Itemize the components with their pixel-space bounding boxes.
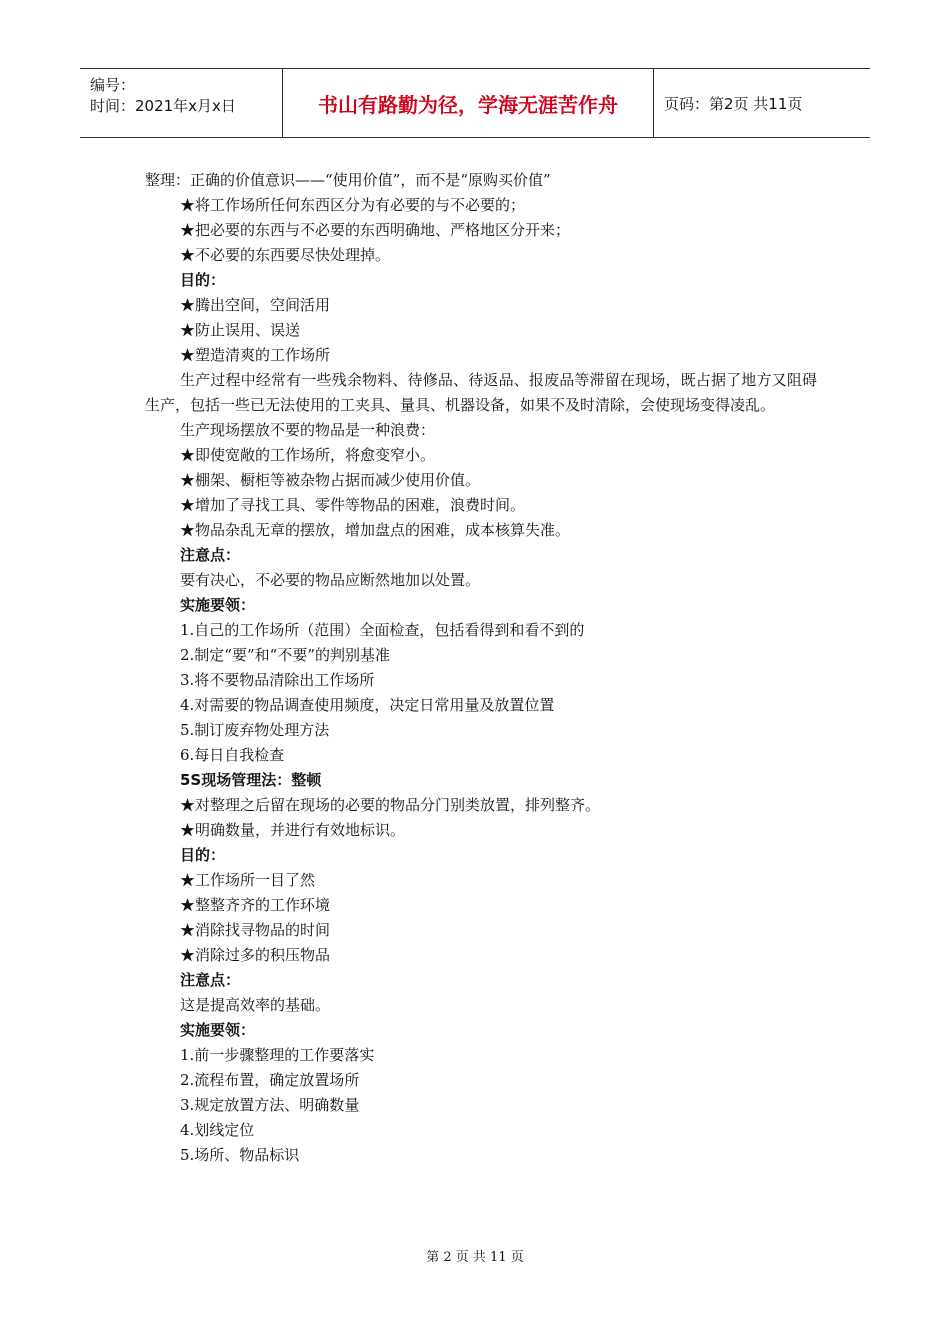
numbered-item: 3.规定放置方法、明确数量: [180, 1096, 360, 1114]
section-heading: 实施要领：: [180, 596, 256, 614]
numbered-item: 3.将不要物品清除出工作场所: [180, 671, 375, 689]
numbered-item: 2.流程布置，确定放置场所: [180, 1071, 360, 1089]
bullet-item: ★即使宽敞的工作场所，将愈变窄小。: [180, 446, 436, 464]
section-heading: 注意点：: [180, 546, 241, 564]
section-heading: 5S现场管理法：整顿: [180, 771, 322, 789]
document-body: [145, 168, 825, 1168]
numbered-item: 4.划线定位: [180, 1121, 255, 1139]
header-meta: [80, 69, 282, 137]
numbered-item: 5.制订废弃物处理方法: [180, 721, 330, 739]
bullet-item: ★把必要的东西与不必要的东西明确地、严格地区分开来；: [180, 221, 571, 239]
bullet-item: ★工作场所一目了然: [180, 871, 316, 889]
bullet-item: ★将工作场所任何东西区分为有必要的与不必要的；: [180, 196, 526, 214]
bullet-item: ★整整齐齐的工作环境: [180, 896, 331, 914]
number-label: 编号：: [90, 76, 136, 94]
numbered-item: 2.制定“要”和“不要”的判别基准: [180, 646, 390, 664]
time-label: 时间：2021年x月x日: [90, 97, 236, 115]
section-heading: 注意点：: [180, 971, 241, 989]
bullet-item: ★防止误用、误送: [180, 321, 301, 339]
section-heading: 目的：: [180, 271, 226, 289]
bullet-item: ★消除过多的积压物品: [180, 946, 331, 964]
body-text: 这是提高效率的基础。: [180, 996, 331, 1014]
bullet-item: ★塑造清爽的工作场所: [180, 346, 331, 364]
header-motto: 书山有路勤为径，学海无涯苦作舟: [282, 69, 654, 137]
page-footer: 第 2 页 共 11 页: [426, 1250, 524, 1265]
bullet-item: ★消除找寻物品的时间: [180, 921, 331, 939]
bullet-item: ★棚架、橱柜等被杂物占据而减少使用价值。: [180, 471, 481, 489]
bullet-item: ★明确数量，并进行有效地标识。: [180, 821, 406, 839]
sort-definition: 整理：正确的价值意识——“使用价值”，而不是“原购买价值”: [145, 171, 551, 189]
body-text: 要有决心，不必要的物品应断然地加以处置。: [180, 571, 481, 589]
bullet-item: ★腾出空间，空间活用: [180, 296, 331, 314]
header-page-number: 页码：第2页 共11页: [664, 94, 803, 113]
body-paragraph: 生产过程中经常有一些残余物料、待修品、待返品、报废品等滞留在现场，既占据了地方又阻碍生产，包括一些已无法使用的工夹具、量具、机器设备，如果不及时清除，会使现场变得凌乱。: [145, 371, 817, 414]
page-header: [80, 68, 870, 138]
bullet-item: ★增加了寻找工具、零件等物品的困难，浪费时间。: [180, 496, 526, 514]
numbered-item: 4.对需要的物品调查使用频度，决定日常用量及放置位置: [180, 696, 555, 714]
numbered-item: 1.自己的工作场所（范围）全面检查，包括看得到和看不到的: [180, 621, 585, 639]
bullet-item: ★对整理之后留在现场的必要的物品分门别类放置，排列整齐。: [180, 796, 601, 814]
body-text: 生产现场摆放不要的物品是一种浪费：: [180, 421, 436, 439]
section-heading: 实施要领：: [180, 1021, 256, 1039]
numbered-item: 5.场所、物品标识: [180, 1146, 300, 1164]
bullet-item: ★物品杂乱无章的摆放，增加盘点的困难，成本核算失准。: [180, 521, 571, 539]
numbered-item: 6.每日自我检查: [180, 746, 285, 764]
bullet-item: ★不必要的东西要尽快处理掉。: [180, 246, 391, 264]
numbered-item: 1.前一步骤整理的工作要落实: [180, 1046, 375, 1064]
section-heading: 目的：: [180, 846, 226, 864]
